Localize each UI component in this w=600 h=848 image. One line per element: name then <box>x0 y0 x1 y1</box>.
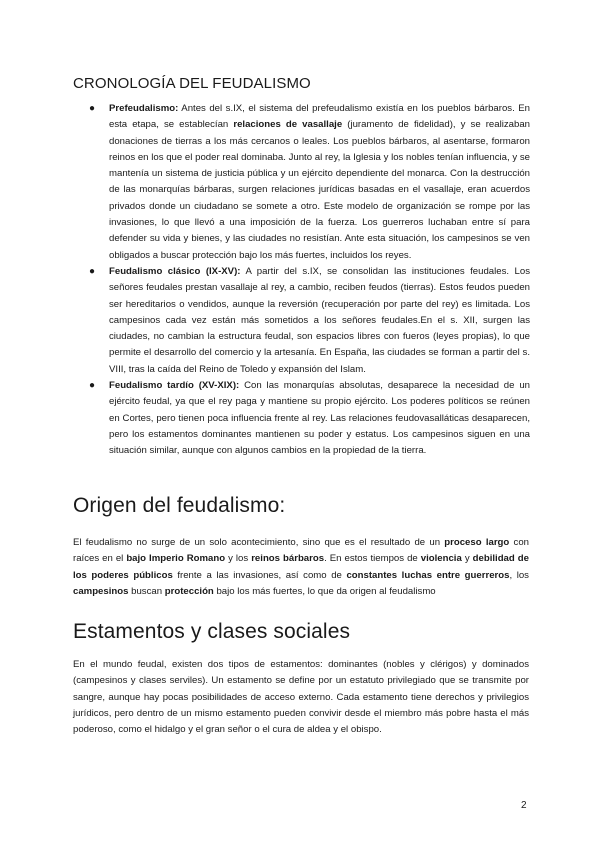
bullet-icon: ● <box>89 265 96 277</box>
bold-run: relaciones de vasallaje <box>233 119 343 131</box>
chronology-heading: CRONOLOGÍA DEL FEUDALISMO <box>73 75 311 92</box>
item-body <box>109 380 530 456</box>
bullet-icon: ● <box>89 103 96 114</box>
item-term: Feudalismo clásico (IX-XV): <box>109 265 241 277</box>
bullet-icon: ● <box>89 380 96 392</box>
text-run: . En estos tiempos de <box>324 553 421 565</box>
item-term: Prefeudalismo: <box>109 103 179 114</box>
bold-run: bajo Imperio Romano <box>126 553 226 565</box>
text-run: Con las monarquías absolutas, desaparece la necesidad de un ejército feudal, ya que el rey paga y mantiene su propio ejército. Los poderes políticos se reúnen en Cortes, pero tienen poca influencia frente al rey. Las relaciones feudovasalláticas desaparecen, pero los estamentos dominantes mantienen su poder y estatus. Los campesinos siguen en una situación similar, aunque con algunos cambios en la propiedad de la tierra. <box>109 380 530 457</box>
text-run: frente a las invasiones, así como de <box>172 569 347 581</box>
text-run: El feudalismo no surge de un solo acontecimiento, sino que es el resultado de un <box>73 537 445 548</box>
origin-heading: Origen del feudalismo: <box>73 494 286 517</box>
text-run: , los <box>509 569 529 581</box>
list-item <box>89 101 530 264</box>
bold-run: reinos bárbaros <box>251 553 325 565</box>
text-run: y <box>461 553 473 565</box>
text-run: Antes del s.IX, el sistema del prefeudalismo existía en los pueblos bárbaros. En esta etapa, se establecían <box>109 103 530 131</box>
text-run: y los <box>225 553 252 565</box>
text-run: A partir del s.IX, se consolidan las instituciones feudales. Los señores feudales prestan vasallaje al rey, a cambio, reciben feudos (tierras). Estos feudos pueden ser hereditarios o vendidos, aunque la reversión (recuperación por parte del rey) es limitada. Los campesinos cada vez están más sometidos a los señores feudales.En el s. XII, surgen las ciudades, no cambian la estructura feudal, son espacios libres con fueros (leyes propias), lo que permite el desarrollo del comercio y la artesanía. En España, las ciudades se forman a partir del s. VIII, tras la caída del Reino de Toledo y expansión del Islam. <box>109 265 530 375</box>
text-run: bajo los más fuertes, lo que da origen al feudalismo <box>213 585 436 597</box>
chronology-list <box>89 101 530 460</box>
origin-paragraph <box>73 535 529 600</box>
estates-paragraph: En el mundo feudal, existen dos tipos de estamentos: dominantes (nobles y clérigos) y dominados (campesinos y clases serviles). Un estamento se define por un estatuto privilegiado que se transmite por sangre, aunque hay pocas posibilidades de acceso externo. Cada estamento tiene derechos y privilegios jurídicos, pero dentro de un mismo estamento pueden convivir desde el miembro más pobre hasta el más poderoso, como el hidalgo y el gran señor o el cura de aldea y el obispo. <box>73 659 529 736</box>
text-run: con raíces en el <box>73 537 529 565</box>
item-term: Feudalismo tardío (XV-XIX): <box>109 380 240 392</box>
item-body <box>109 103 530 261</box>
bold-run: constantes luchas entre guerreros <box>346 569 510 581</box>
text-run: (juramento de fidelidad), y se realizaban donaciones de tierras a los más cercanos o leales. Los pueblos bárbaros, al asentarse, formaron reinos en los que el poder real dominaba. Junto al rey, la Iglesia y los nobles tenían influencia, y se mantenía un sistema de justicia pública y un ejército dependiente del monarca. Con la destrucción de las monarquías bárbaras, surgen relaciones jurídicas basadas en el vasallaje, eran acuerdos privados donde un ciudadano se somete a otro. Este modelo de organización se rompe por las invasiones, lo que llevó a una imposición de la fuerza. Los guerreros luchaban entre sí para defender su vida y bienes, y las ciudades no resistían. Ante esta situación, los campesinos se ven obligados a buscar protección bajo los más fuertes, incluidos los reyes. <box>109 119 531 261</box>
bold-run: proceso largo <box>444 537 510 548</box>
page-number: 2 <box>521 800 527 811</box>
bold-run: protección <box>164 585 214 597</box>
bold-run: campesinos <box>73 585 129 597</box>
estates-heading: Estamentos y clases sociales <box>73 620 351 643</box>
list-item <box>89 264 530 378</box>
list-item <box>89 378 530 459</box>
text-run: buscan <box>128 585 165 597</box>
bold-run: debilidad de los poderes públicos <box>73 553 529 581</box>
bold-run: violencia <box>420 553 462 565</box>
item-body <box>109 266 530 375</box>
